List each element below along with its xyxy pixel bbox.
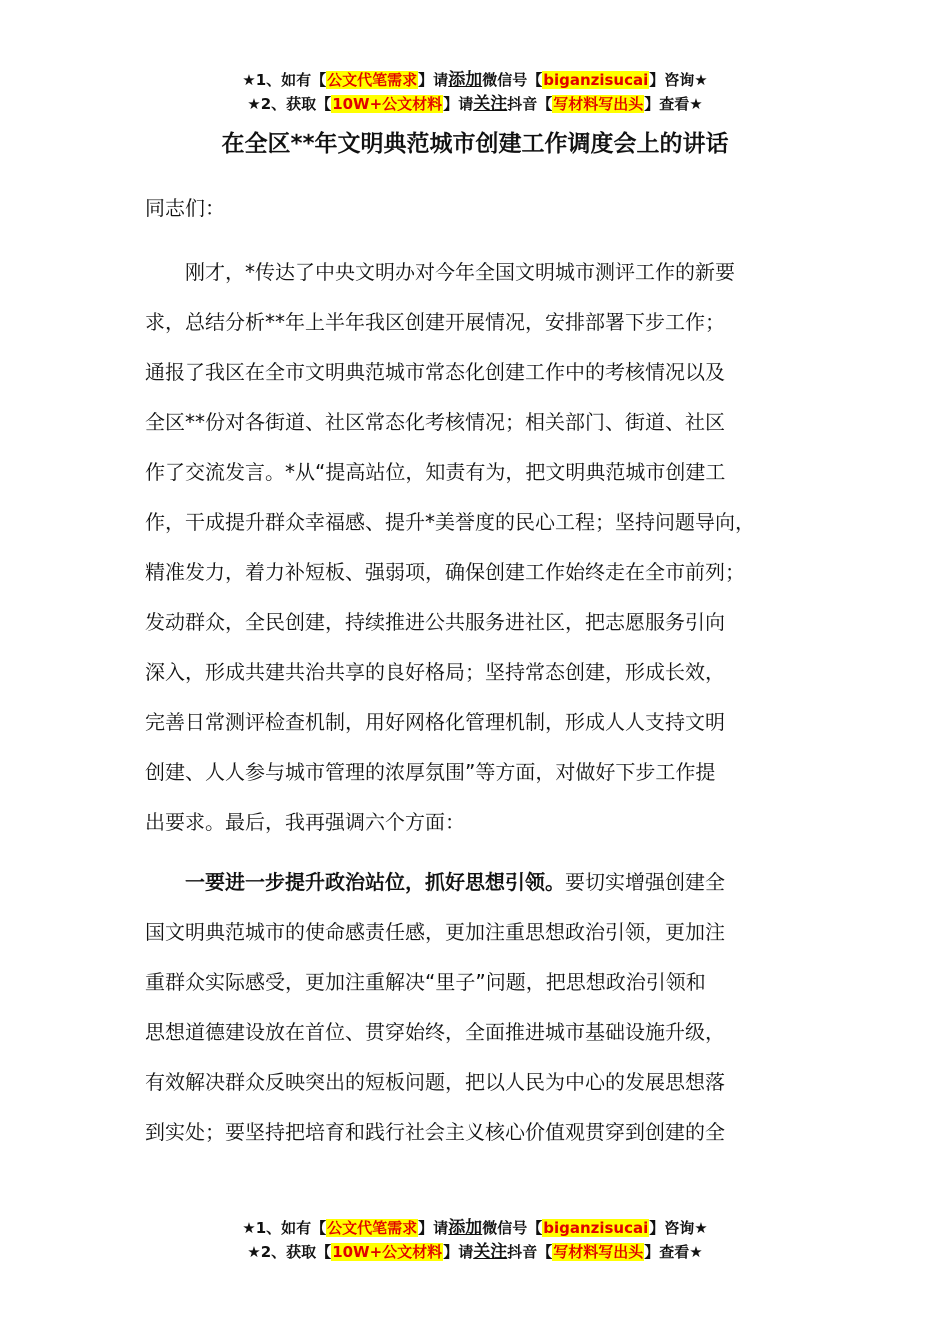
text-line: 一要进一步提升政治站位，抓好思想引领。要切实增强创建全 <box>145 870 725 894</box>
text-line: 重群众实际感受，更加注重解决“里子”问题，把思想政治引领和 <box>145 970 706 994</box>
text-line: 思想道德建设放在首位、贯穿始终，全面推进城市基础设施升级， <box>145 1020 725 1044</box>
text-line: 精准发力，着力补短板、强弱项，确保创建工作始终走在全市前列； <box>145 560 745 584</box>
text-line: 刚才，*传达了中央文明办对今年全国文明城市测评工作的新要 <box>145 260 735 284</box>
text-line: 深入，形成共建共治共享的良好格局；坚持常态创建，形成长效， <box>145 660 725 684</box>
document-title: 在全区**年文明典范城市创建工作调度会上的讲话 <box>221 131 729 157</box>
text-line: 全区**份对各街道、社区常态化考核情况；相关部门、街道、社区 <box>145 410 725 434</box>
text-line: 国文明典范城市的使命感责任感，更加注重思想政治引领，更加注 <box>145 920 725 944</box>
header-banner <box>0 68 950 116</box>
highlight-materials: 10W+公文材料 <box>332 1243 443 1261</box>
salutation: 同志们： <box>145 196 225 220</box>
text-line: 有效解决群众反映突出的短板问题，把以人民为中心的发展思想落 <box>145 1070 725 1094</box>
footer-banner <box>0 1216 950 1264</box>
text-line: 创建、人人参与城市管理的浓厚氛围”等方面，对做好下步工作提 <box>145 760 716 784</box>
text-line: 求，总结分析**年上半年我区创建开展情况，安排部署下步工作； <box>145 310 725 334</box>
point-heading: 一要进一步提升政治站位，抓好思想引领。 <box>145 870 565 894</box>
banner-line-2: ★2、获取【10W+公文材料】请关注抖音【写材料写出头】查看★ <box>247 94 703 114</box>
text-line: 作了交流发言。*从“提高站位，知责有为，把文明典范城市创建工 <box>145 460 726 484</box>
highlight-wechat-id: biganzisucai <box>543 71 649 89</box>
text-line: 到实处；要坚持把培育和践行社会主义核心价值观贯穿到创建的全 <box>145 1120 725 1144</box>
paragraph-opening <box>145 247 845 847</box>
text-line: 通报了我区在全市文明典范城市常态化创建工作中的考核情况以及 <box>145 360 725 384</box>
highlight-douyin-account: 写材料写出头 <box>553 95 644 113</box>
highlight-douyin-account: 写材料写出头 <box>553 1243 644 1261</box>
highlight-wechat-id: biganzisucai <box>543 1219 649 1237</box>
text-line: 发动群众，全民创建，持续推进公共服务进社区，把志愿服务引向 <box>145 610 725 634</box>
banner-line-2: ★2、获取【10W+公文材料】请关注抖音【写材料写出头】查看★ <box>247 1242 703 1262</box>
banner-line-1: ★1、如有【公文代笔需求】请添加微信号【biganzisucai】咨询★ <box>242 1218 708 1238</box>
highlight-writing-service: 公文代笔需求 <box>327 1219 418 1237</box>
banner-line-1: ★1、如有【公文代笔需求】请添加微信号【biganzisucai】咨询★ <box>242 70 708 90</box>
text-line: 出要求。最后，我再强调六个方面： <box>145 810 465 834</box>
highlight-materials: 10W+公文材料 <box>332 95 443 113</box>
text-line: 作，干成提升群众幸福感、提升*美誉度的民心工程；坚持问题导向， <box>145 510 755 534</box>
highlight-writing-service: 公文代笔需求 <box>327 71 418 89</box>
paragraph-point-one <box>145 857 845 1157</box>
text-line: 完善日常测评检查机制，用好网格化管理机制，形成人人支持文明 <box>145 710 725 734</box>
